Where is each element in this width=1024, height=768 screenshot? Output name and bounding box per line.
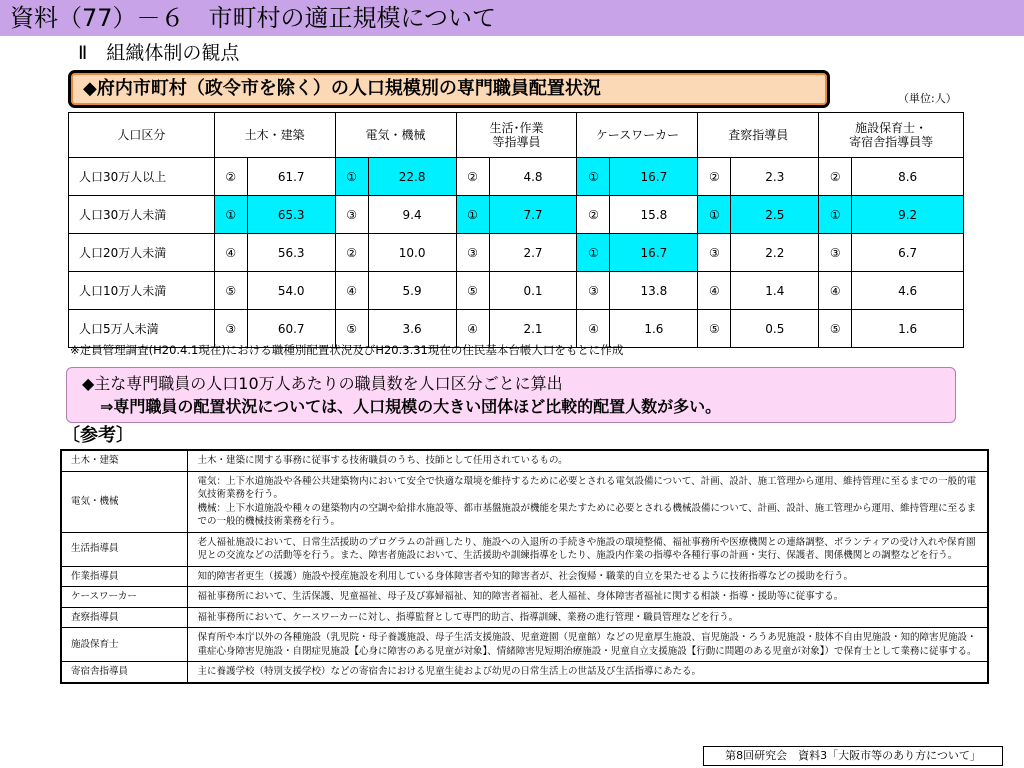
rank-cell: ④: [819, 272, 852, 310]
column-header: 施設保育士・ 寄宿舎指導員等: [819, 113, 964, 158]
reference-term: 土木・建築: [61, 450, 187, 471]
reference-description: 土木・建築に関する事務に従事する技術職員のうち、技師として任用されているもの。: [187, 450, 988, 471]
value-cell: 8.6: [852, 158, 964, 196]
reference-description: 電気：上下水道施設や各種公共建築物内において安全で快適な環境を維持するために必要とされる電気設備について、計画、設計、施工管理から運用、維持管理に至るまでの一般的電気技術業務を行う。 機械：上下水道施設や種々の建築物内の空調や給排水施設等、都市基盤施設が機能を果たすために必要とされる機械設備について、計画、設計、施工管理から運用、維持管理に至るまでの一般的機械技術業務を行う。: [187, 471, 988, 532]
footer-note: 第8回研究会 資料3「大阪市等のあり方について」: [703, 746, 1003, 766]
value-cell: 7.7: [489, 196, 577, 234]
value-cell: 2.7: [489, 234, 577, 272]
reference-row: [61, 471, 988, 532]
summary-line-2: ⇒専門職員の配置状況については、人口規模の大きい団体ほど比較的配置人数が多い。: [100, 397, 722, 416]
value-cell: 3.6: [368, 310, 456, 348]
value-cell: 2.1: [489, 310, 577, 348]
rank-cell: ③: [577, 272, 610, 310]
reference-label: 〔参考〕: [62, 425, 134, 446]
rank-cell: ①: [577, 234, 610, 272]
table-heading: ◆府内市町村（政令市を除く）の人口規模別の専門職員配置状況: [83, 78, 601, 99]
rank-cell: ③: [698, 234, 731, 272]
table-row: [69, 234, 964, 272]
column-header: 電気・機械: [335, 113, 456, 158]
rank-cell: ③: [335, 196, 368, 234]
reference-term: ケースワーカー: [61, 587, 187, 608]
value-cell: 2.3: [731, 158, 819, 196]
value-cell: 61.7: [247, 158, 335, 196]
rank-cell: ②: [335, 234, 368, 272]
rank-cell: ②: [819, 158, 852, 196]
rank-cell: ③: [214, 310, 247, 348]
value-cell: 1.6: [852, 310, 964, 348]
table-row: [69, 196, 964, 234]
value-cell: 5.9: [368, 272, 456, 310]
population-category: 人口30万人以上: [69, 158, 215, 196]
value-cell: 56.3: [247, 234, 335, 272]
table-row: [69, 272, 964, 310]
reference-table: [60, 449, 989, 684]
reference-row: [61, 628, 988, 662]
reference-description: 福祉事務所において、ケースワーカーに対し、指導監督として専門的助言、指導訓練、業務の進行管理・職員管理などを行う。: [187, 607, 988, 628]
reference-row: [61, 532, 988, 566]
value-cell: 0.5: [731, 310, 819, 348]
value-cell: 22.8: [368, 158, 456, 196]
rank-cell: ⑤: [698, 310, 731, 348]
rank-cell: ⑤: [819, 310, 852, 348]
rank-cell: ③: [456, 234, 489, 272]
column-header: 生活･作業 等指導員: [456, 113, 577, 158]
value-cell: 13.8: [610, 272, 698, 310]
reference-description: 老人福祉施設において、日常生活援助のプログラムの計画したり、施設への入退所の手続きや施設の環境整備、福祉事務所や医療機関との連絡調整、ボランティアの受け入れや保育園児との交流などの活動等を行う。また、障害者施設において、生活援助や訓練指導をしたり、施設内作業の指導や各種行事の計画・実行、保護者、関係機関との調整などを行う。: [187, 532, 988, 566]
rank-cell: ②: [698, 158, 731, 196]
reference-term: 電気・機械: [61, 471, 187, 532]
staffing-table: [68, 112, 964, 348]
value-cell: 54.0: [247, 272, 335, 310]
reference-term: 査察指導員: [61, 607, 187, 628]
population-category: 人口5万人未満: [69, 310, 215, 348]
rank-cell: ⑤: [456, 272, 489, 310]
rank-cell: ④: [456, 310, 489, 348]
table-row: [69, 310, 964, 348]
rank-cell: ⑤: [335, 310, 368, 348]
reference-row: [61, 450, 988, 471]
value-cell: 9.4: [368, 196, 456, 234]
reference-row: [61, 587, 988, 608]
reference-description: 知的障害者更生（援護）施設や授産施設を利用している身体障害者や知的障害者が、社会復帰・職業的自立を果たせるように技術指導などの援助を行う。: [187, 566, 988, 587]
rank-cell: ④: [698, 272, 731, 310]
reference-term: 作業指導員: [61, 566, 187, 587]
rank-cell: ②: [214, 158, 247, 196]
value-cell: 9.2: [852, 196, 964, 234]
value-cell: 4.8: [489, 158, 577, 196]
value-cell: 10.0: [368, 234, 456, 272]
table-header-row: [69, 113, 964, 158]
reference-row: [61, 662, 988, 683]
value-cell: 16.7: [610, 158, 698, 196]
value-cell: 1.4: [731, 272, 819, 310]
rank-cell: ⑤: [214, 272, 247, 310]
rank-cell: ①: [214, 196, 247, 234]
reference-description: 福祉事務所において、生活保護、児童福祉、母子及び寡婦福祉、知的障害者福祉、老人福祉、身体障害者福祉に関する相談・指導・援助等に従事する。: [187, 587, 988, 608]
reference-row: [61, 607, 988, 628]
rank-cell: ①: [698, 196, 731, 234]
value-cell: 16.7: [610, 234, 698, 272]
population-category: 人口20万人未満: [69, 234, 215, 272]
rank-cell: ④: [335, 272, 368, 310]
rank-cell: ①: [819, 196, 852, 234]
population-category: 人口10万人未満: [69, 272, 215, 310]
rank-cell: ③: [819, 234, 852, 272]
column-header: ケースワーカー: [577, 113, 698, 158]
population-category: 人口30万人未満: [69, 196, 215, 234]
value-cell: 6.7: [852, 234, 964, 272]
rank-cell: ②: [577, 196, 610, 234]
reference-term: 生活指導員: [61, 532, 187, 566]
table-row: [69, 158, 964, 196]
rank-cell: ④: [577, 310, 610, 348]
source-note: ※定員管理調査(H20.4.1現在)における職種別配置状況及びH20.3.31現在の住民基本台帳人口をもとに作成: [70, 343, 624, 357]
rank-cell: ①: [335, 158, 368, 196]
value-cell: 4.6: [852, 272, 964, 310]
summary-line-1: ◆主な専門職員の人口10万人あたりの職員数を人口区分ごとに算出: [82, 374, 563, 393]
column-header: 査察指導員: [698, 113, 819, 158]
value-cell: 0.1: [489, 272, 577, 310]
reference-term: 寄宿舎指導員: [61, 662, 187, 683]
reference-row: [61, 566, 988, 587]
page-title: 資料（77）－６ 市町村の適正規模について: [10, 4, 497, 32]
reference-term: 施設保育士: [61, 628, 187, 662]
value-cell: 1.6: [610, 310, 698, 348]
value-cell: 15.8: [610, 196, 698, 234]
column-header: 人口区分: [69, 113, 215, 158]
value-cell: 65.3: [247, 196, 335, 234]
rank-cell: ①: [456, 196, 489, 234]
rank-cell: ②: [456, 158, 489, 196]
value-cell: 60.7: [247, 310, 335, 348]
value-cell: 2.5: [731, 196, 819, 234]
reference-description: 保育所や本庁以外の各種施設（乳児院・母子養護施設、母子生活支援施設、児童遊園（児童館）などの児童厚生施設、盲児施設・ろうあ児施設・肢体不自由児施設・知的障害児施設・重症心身障害児施設・自閉症児施設【心身に障害のある児童が対象】、情緒障害児短期治療施設・児童自立支援施設【行動に問題のある児童が対象】）で保育士として業務に従事する。: [187, 628, 988, 662]
unit-label: （単位:人）: [898, 92, 957, 105]
section-subtitle: Ⅱ 組織体制の観点: [78, 42, 240, 64]
rank-cell: ④: [214, 234, 247, 272]
value-cell: 2.2: [731, 234, 819, 272]
rank-cell: ①: [577, 158, 610, 196]
reference-description: 主に養護学校（特別支援学校）などの寄宿舎における児童生徒および幼児の日常生活上の世話及び生活指導にあたる。: [187, 662, 988, 683]
column-header: 土木・建築: [214, 113, 335, 158]
